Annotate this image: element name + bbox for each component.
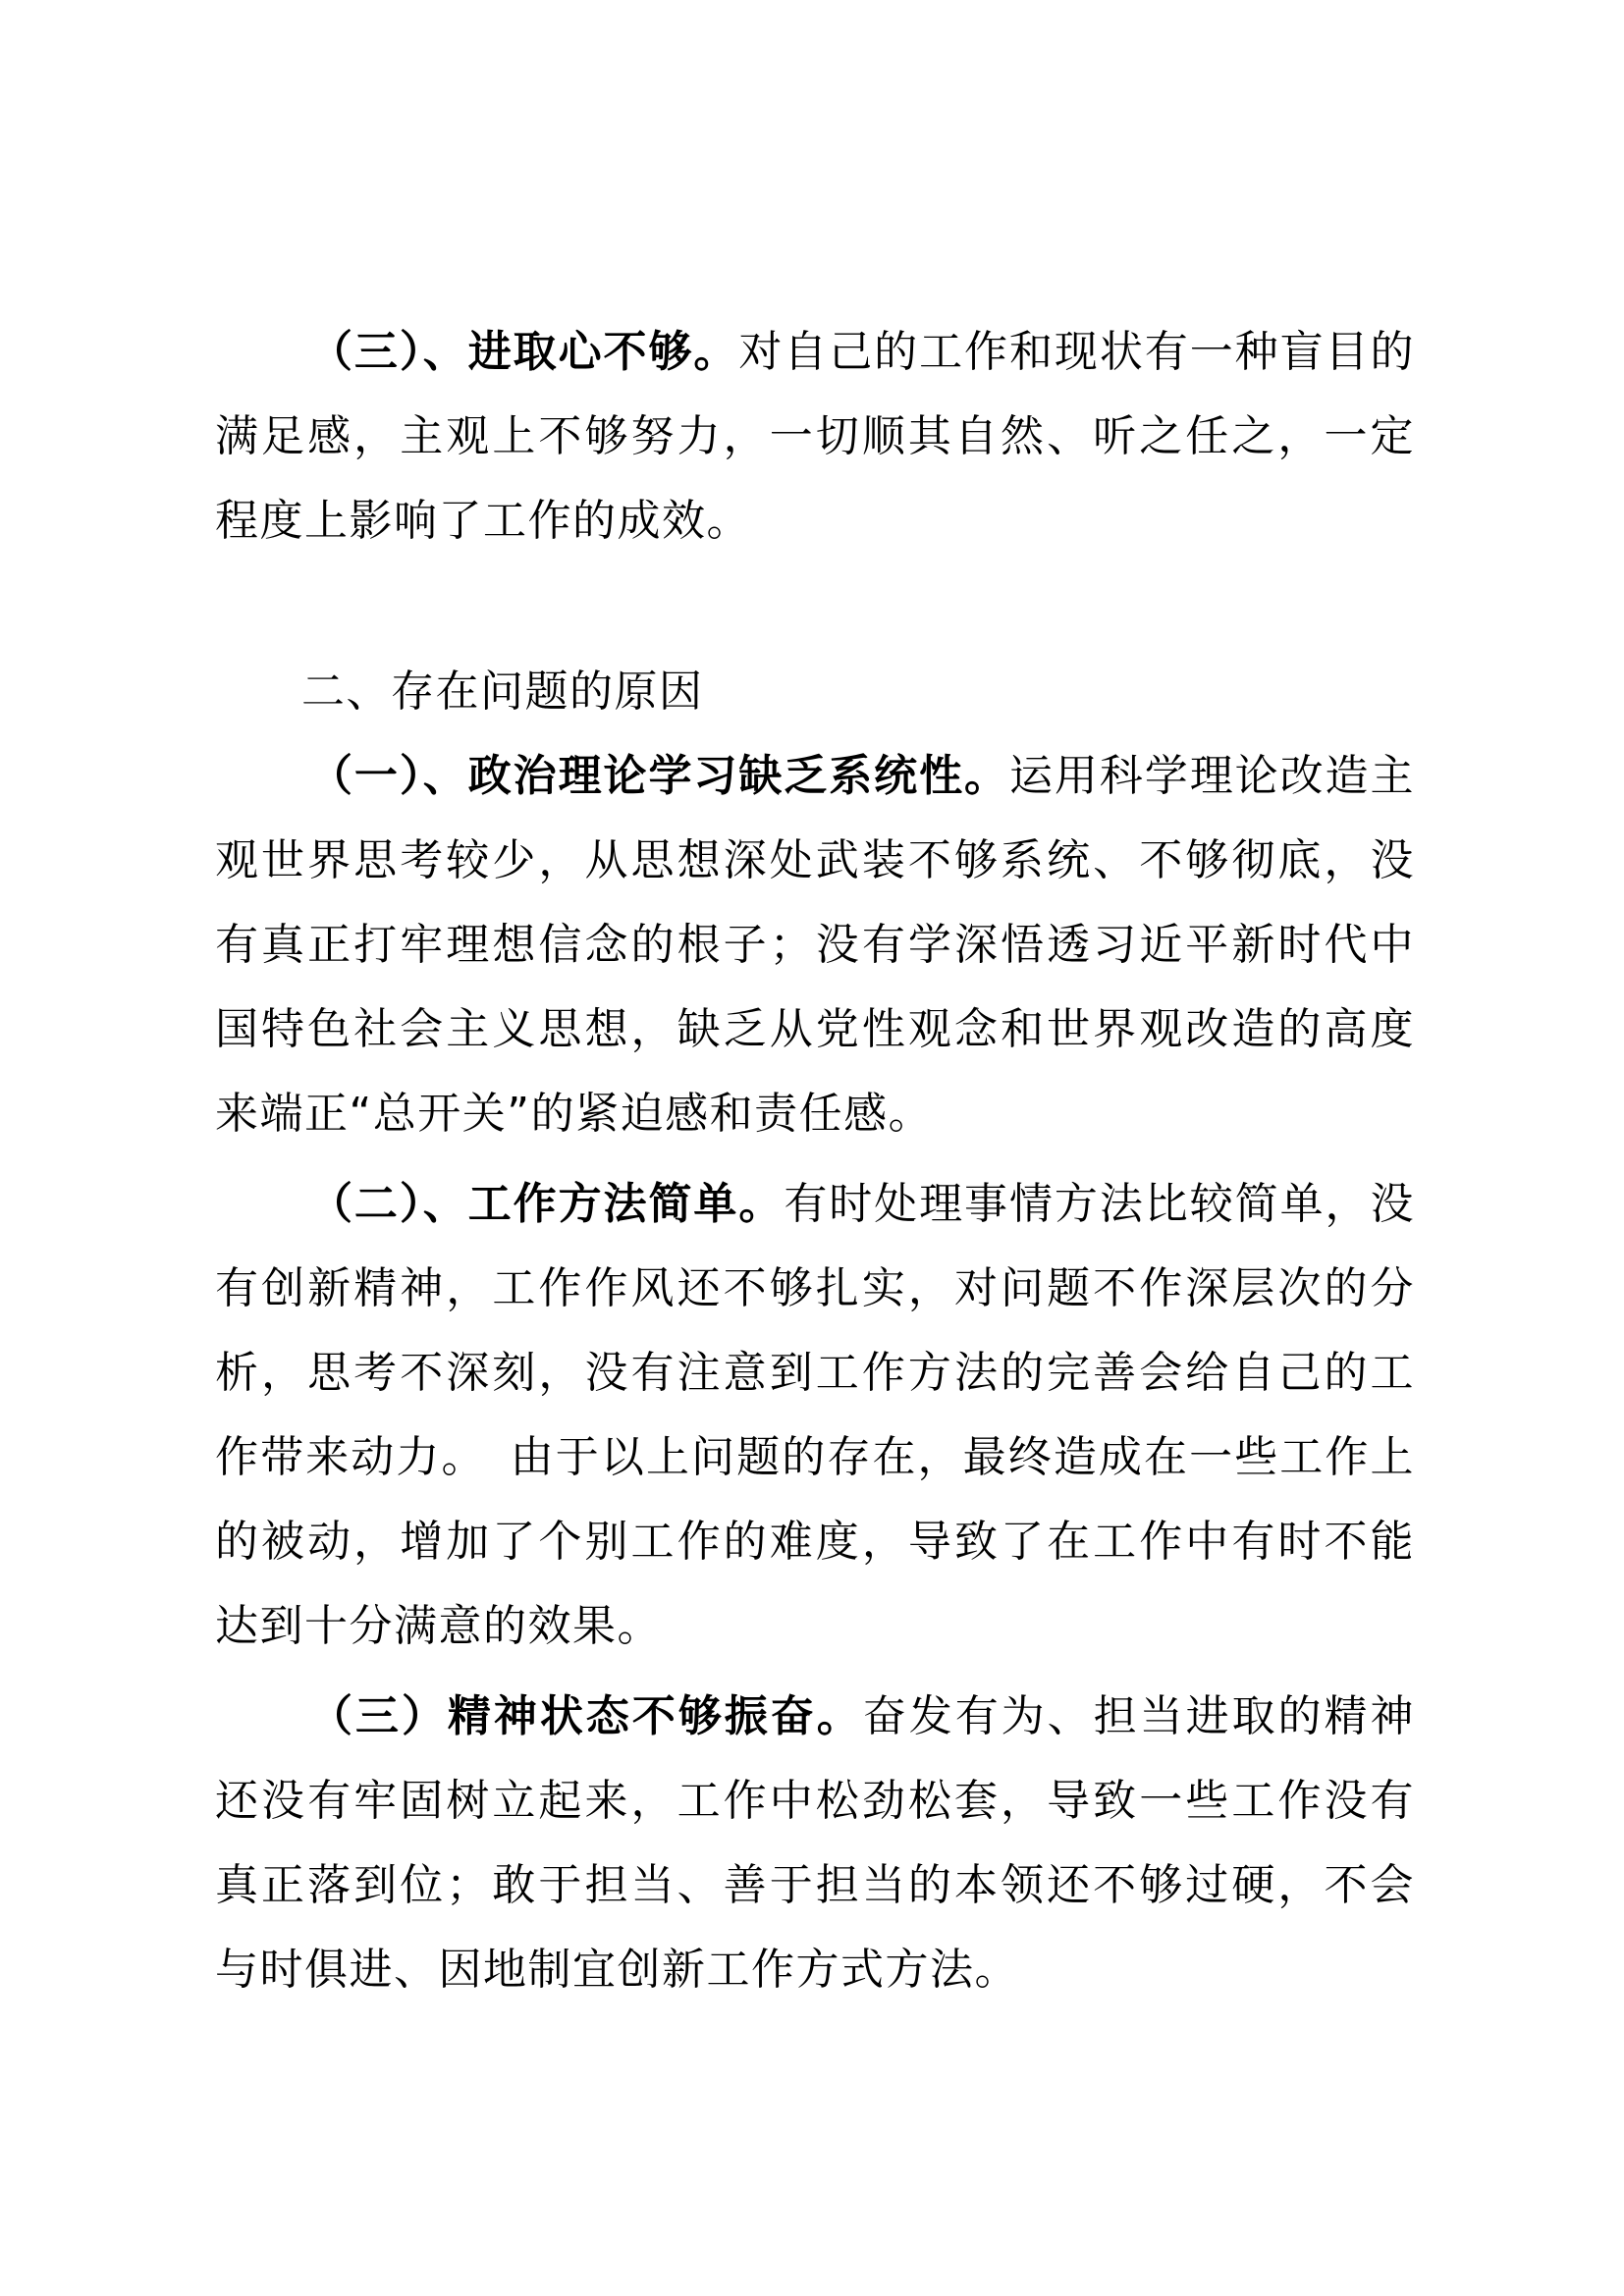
paragraph-text: 有时处理事情方法比较简单，没有创新精神，工作作风还不够扎实，对问题不作深层次的分析，思考不深刻，没有注意到工作方法的完善会给自己的工作带来动力。 由于以上问题的存在，最终造成在一些工作上的被动，增加了个别工作的难度，导致了在工作中有时不能达到十分满意的效果。 [215, 1179, 1415, 1651]
paragraph-text: 奋发有为、担当进取的精神还没有牢固树立起来，工作中松劲松套，导致一些工作没有真正落到位；敢于担当、善于担当的本领还不够过硬，不会与时俱进、因地制宜创新工作方式方法。 [215, 1691, 1416, 1995]
section-heading: 二、存在问题的原因 [301, 667, 704, 717]
section-spacer [215, 563, 1415, 650]
paragraph-theory-study [215, 734, 1415, 1156]
paragraph-lead: （三）、进取心不够。 [309, 327, 739, 377]
paragraph-work-methods [215, 1162, 1415, 1669]
paragraph-progress-lacking [215, 310, 1415, 563]
paragraph-lead: （二）、工作方法简单。 [309, 1179, 785, 1229]
document-body [215, 310, 1415, 2012]
paragraph-lead: （三）精神状态不够振奋。 [309, 1691, 863, 1741]
paragraph-lead: （一）、政治理论学习缺乏系统性。 [309, 751, 1009, 801]
paragraph-text: 对自己的工作和现状有一种盲目的满足感，主观上不够努力，一切顺其自然、听之任之，一定程度上影响了工作的成效。 [215, 327, 1415, 546]
paragraph-spirit [215, 1675, 1415, 2012]
paragraph-text: 运用科学理论改造主观世界思考较少，从思想深处武装不够系统、不够彻底，没有真正打牢理想信念的根子；没有学深悟透习近平新时代中国特色社会主义思想，缺乏从党性观念和世界观改造的高度来端正“总开关”的紧迫感和责任感。 [215, 751, 1415, 1139]
